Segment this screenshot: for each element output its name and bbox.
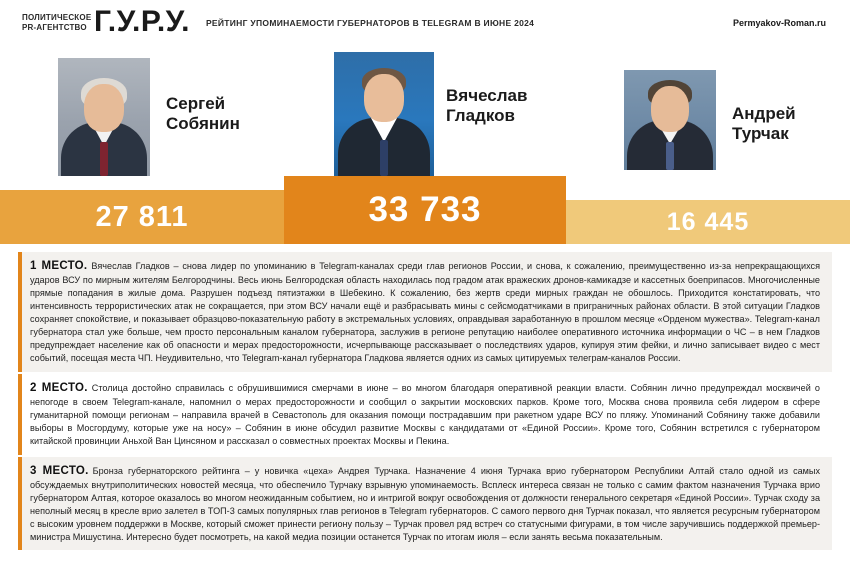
candidate-first-name-3: Андрей [732,104,796,123]
brand-logo: Г.У.Р.У. [94,5,190,38]
place-label-2: 2 МЕСТО. [30,381,88,394]
candidate-name-2 [446,86,527,127]
candidate-first-name-2: Вячеслав [446,86,528,105]
page-header [0,0,850,46]
commentary-block-1 [18,252,832,372]
candidate-last-name-3: Турчак [732,124,789,144]
score-bar-2 [284,176,566,244]
candidate-name-1 [166,94,240,135]
place-label-1: 1 МЕСТО. [30,260,88,272]
portrait-photo-sobyanin [58,58,150,176]
agency-label [22,13,92,33]
website-link[interactable]: Permyakov-Roman.ru [732,18,826,28]
podium-slot-2 [284,46,566,244]
commentary-body-1: Вячеслав Гладков – снова лидер по упоминанию в Telegram-каналах среди глав регионов России, и снова, к сожалению, преимущественно из-за непрекращающихся ударов ВСУ по мирным жителям Белгородчины. Весь июнь Белгородская область находилась под градом атак вражеских дронов-камикадзе и кассетных боеприпасов. Многочисленные прямые попадания в жилые дома. Разрушен подъезд пятиэтажки в Шебекино. К сожалению, без жертв среди мирных граждан не обошлось. Приходится констатировать, что интенсивность террористических атак не сокращается, при этом ВСУ начали ещё и разбрасывать мины с сейсмодатчиками в приграничных районах области. В этой ситуации Гладков сохраняет спокойствие, и показывает образцово-показательную работу в экстремальных условиях, оправдывая заработанную в прошлом месяце «Орденом мужества». Telegram-канал губернатора стал уже больше, чем просто персональным каналом губернатора, заслужив в регионе репутацию наиболее оперативного источника информации о ЧС – в нем Гладков предупреждает население как об опасности и мерах предосторожности, исчерпывающе рассказывает о последствиях ударов, купируя этим фейки, и лично записывает видео с мест событий, посещая места ЧП. Неудивительно, что Telegram-канал губернатора Гладкова является одних из самых цитируемых телеграм-каналов России. [30,261,820,363]
commentary-section [0,244,850,550]
score-bar-1 [0,190,284,244]
portrait-photo-turchak [624,70,716,170]
candidate-name-3 [732,104,796,145]
candidate-last-name-2: Гладков [446,106,515,126]
podium-slot-3 [566,46,850,244]
score-bar-3 [566,200,850,244]
commentary-block-3 [18,457,832,551]
podium-slot-1 [0,46,284,244]
accent-bar-2 [18,374,22,455]
score-value-2: 33 733 [368,190,482,229]
place-label-3: 3 МЕСТО. [30,464,89,477]
portrait-photo-gladkov [334,52,434,176]
score-value-1: 27 811 [95,200,189,233]
commentary-block-2 [18,374,832,455]
commentary-text-3 [30,463,820,544]
commentary-text-2 [30,380,820,448]
agency-label-line1: ПОЛИТИЧЕСКОЕ [22,13,92,22]
score-value-3: 16 445 [666,207,750,236]
candidate-last-name-1: Собянин [166,114,240,134]
podium [0,46,850,244]
accent-bar-3 [18,457,22,551]
accent-bar-1 [18,252,22,372]
candidate-first-name-1: Сергей [166,94,226,113]
commentary-body-2: Столица достойно справилась с обрушившимися смерчами в июне – во многом благодаря оперативной реакции власти. Собянин лично предупреждал москвичей о непогоде в своем Telegram-канале, напомнил о мерах предосторожности и сообщил о закрытии московских парков. Кроме того, Москва снова проявила себя лидером в сфере гуманитарной помощи регионам – направила врачей в Севастополь для оказания помощи пострадавшим при ракетном ударе ВСУ по пляжу. Упоминаний Собянину также добавили выборы в Мосгордуму, которые уже на носу» – Собянин в июне обсудил развитие Москвы с кандидатами от «Единой России». Кроме того, Собянин встретился с губернатором китайской провинции Аньхой Ван Цинсяном и рассказал о совместных проектах Москвы и Пекина. [30,382,820,446]
page-title: РЕЙТИНГ УПОМИНАЕМОСТИ ГУБЕРНАТОРОВ В TELEGRAM В ИЮНЕ 2024 [205,18,535,28]
commentary-body-3: Бронза губернаторского рейтинга – у новичка «цеха» Андрея Турчака. Назначение 4 июня Турчака врио губернатором Республики Алтай стало одной из самых обсуждаемых внутриполитических новостей месяца, что обеспечило Турчаку взрывную упоминаемость. Всплеск интереса связан не только с самим фактом назначения Турчака врио губернатором Алтая, которое оказалось во многом неожиданным событием, но и интригой вокруг освобождения от должности генерального секретаря «Единой России». Турчак сходу за неполный месяц в кресле врио залетел в ТОП-3 самых популярных глав регионов в Telegram губернаторов. С самого первого дня Турчак показал, что является ресурсным губернатором с высоким уровнем поддержки в Москве, который сможет принести региону пользу – Турчак провел ряд встреч со статусными фигурами, в том числе заручившись поддержкой премьер-министра Мишустина. Интересно будет посмотреть, на какой медиа позиции останется Турчак по итогам июля – если занять весьма показательным. [30,465,821,542]
agency-label-line2: PR-АГЕНТСТВО [22,23,87,32]
commentary-text-1 [30,258,820,365]
